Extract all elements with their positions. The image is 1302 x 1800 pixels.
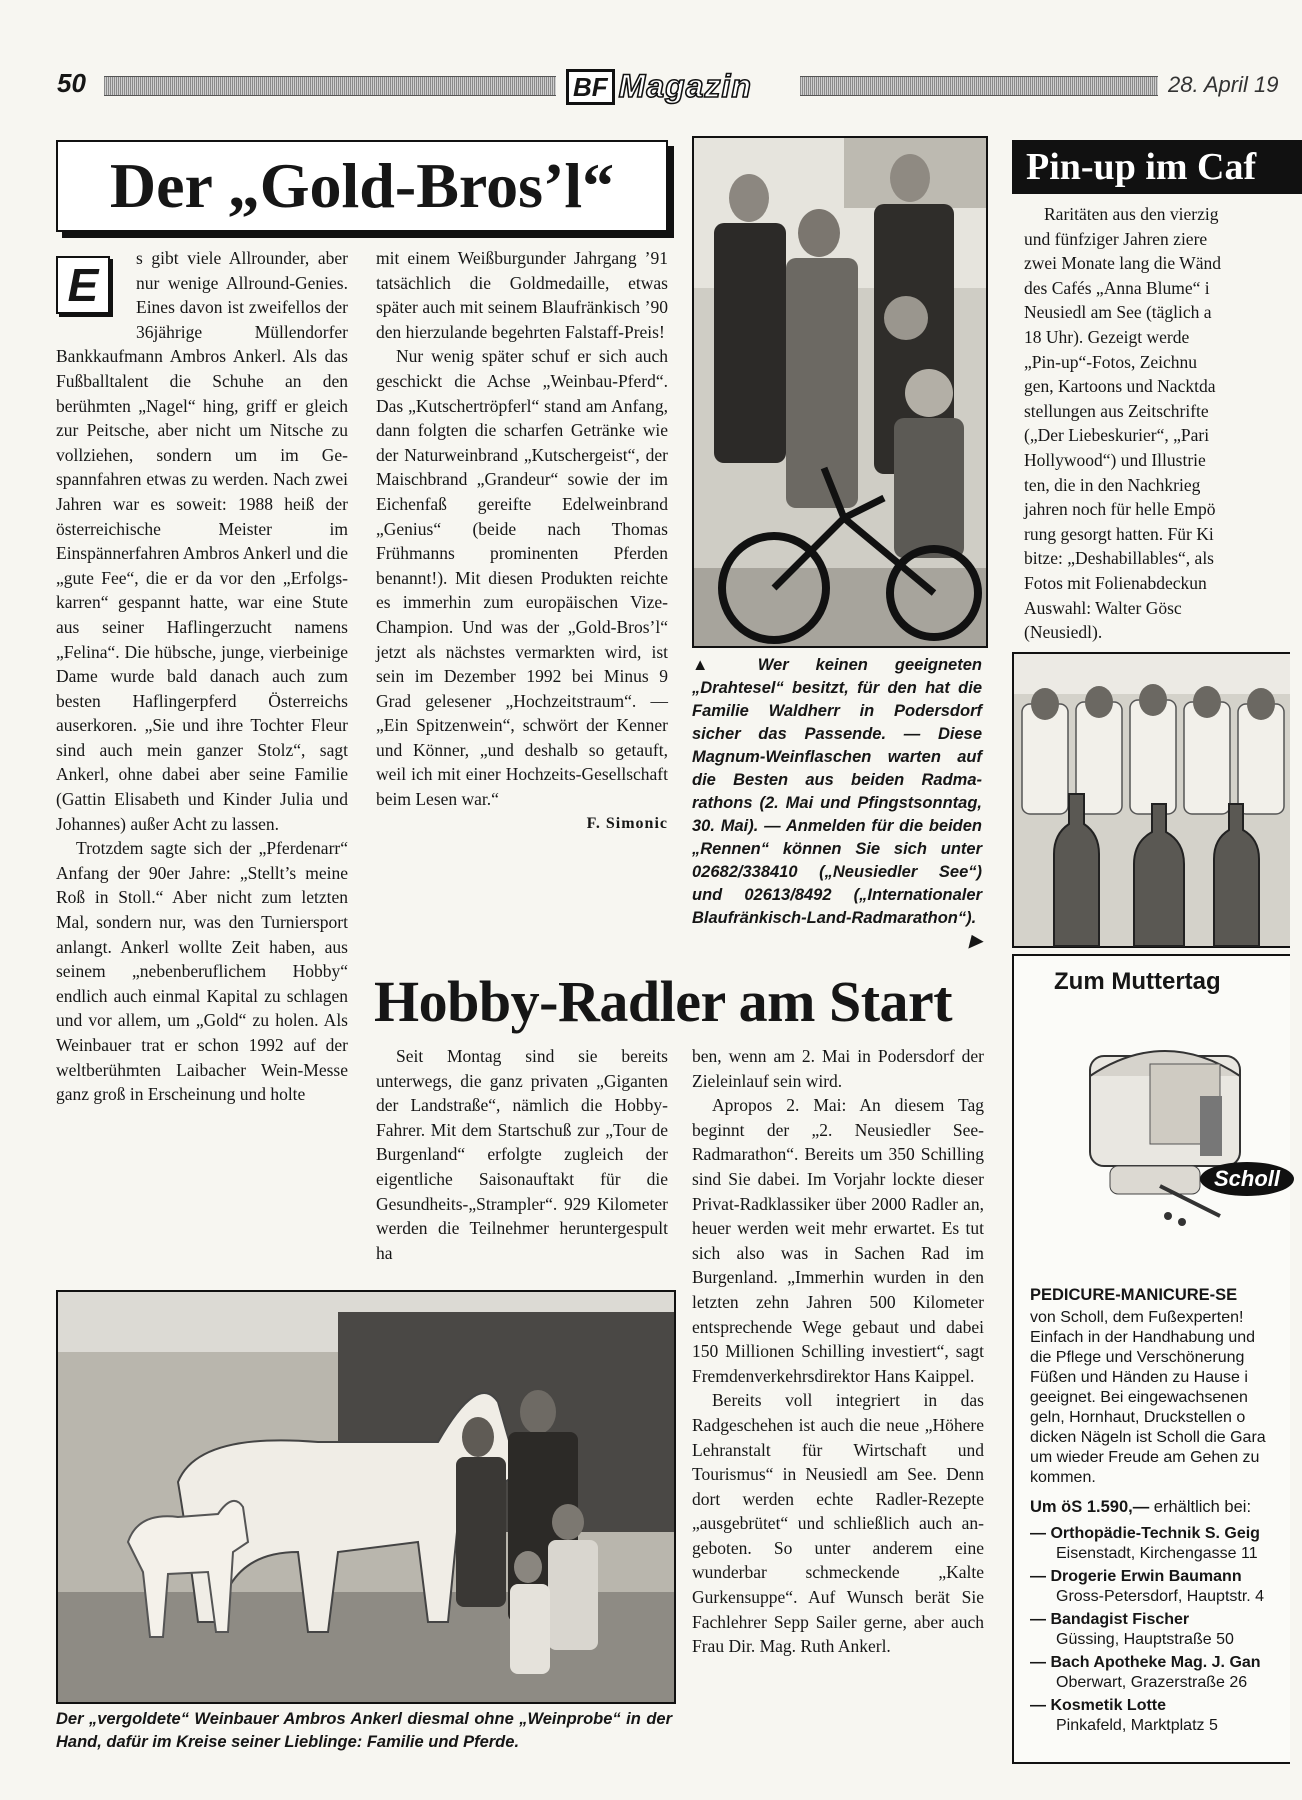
ad-shop-name: — Drogerie Erwin Baumann <box>1030 1568 1242 1585</box>
page-number: 50 <box>57 68 86 98</box>
ad-shop <box>1030 1567 1264 1607</box>
horse-photo-caption: Der „vergoldete“ Weinbauer Ambros Ankerl diesmal ohne „Weinprobe“ in der Hand, dafür im Kreise seiner Lieblinge: Familie und Pferde. <box>56 1710 672 1751</box>
ad-shop-address: Pinkafeld, Marktplatz 5 <box>1056 1717 1218 1734</box>
ad-shop-name: — Bandagist Fischer <box>1030 1611 1190 1628</box>
ad-shop-name: — Orthopädie-Technik S. Geig <box>1030 1525 1260 1542</box>
ad-body-line: von Scholl, dem Fußexperten! <box>1030 1309 1244 1326</box>
pinup-line: Fotos mit Folienabdeckun <box>1024 572 1207 593</box>
ad-price-value: Um öS 1.590,— <box>1030 1498 1150 1516</box>
article1-paragraph: Trotzdem sagte sich der „Pferdenarr“ Anfang der 90er Jahre: „Stellt’s meine Roß in Stoll.“ Aber nicht zum letzten Mal, sondern nur, was den Turniersport anlangt. Ankerl wollte Zeit haben, aus seinem „nebenberuflichem Hobby“ endlich auch einmal Kapital zu schlagen und vor allem, um „Gold“ zu holen. Als Weinbauer trat er schon 1992 auf der weltberühmten Laibacher Wein-Messe ganz groß in Erscheinung und holte <box>56 838 348 1105</box>
ad-body-line: um wieder Freude am Gehen zu <box>1030 1449 1260 1466</box>
ad-shop-address: Eisenstadt, Kirchengasse 11 <box>1056 1545 1258 1562</box>
ad-body-line: kommen. <box>1030 1469 1096 1486</box>
ad-shop <box>1030 1696 1264 1736</box>
ad-body-line: dicken Nägeln ist Scholl die Gara <box>1030 1429 1266 1446</box>
article-headline: Der „Gold-Bros’l“ <box>109 150 615 221</box>
article2-paragraph: Bereits voll integriert in das Radgeschehen ist auch die neue „Höhere Lehranstalt für Wirtschaft und Tourismus“ in Neusiedl am See. Denn dort werden echte Radler-Rezepte „ausgebrütet“ und schließlich auch angeboten. So unter anderem eine wunderbar schmeckende „Kalte Gurkensuppe“. Auf Wunsch berät Sie Fachlehrer Sepp Sailer gerne, aber auch Frau Dir. Mag. Ruth Ankerl. <box>692 1390 984 1657</box>
ad-shop-address: Gross-Petersdorf, Hauptstr. 4 <box>1056 1588 1265 1605</box>
ad-shop-address: Oberwart, Grazerstraße 26 <box>1056 1674 1248 1691</box>
ad-product-name: PEDICURE-MANICURE-SE <box>1030 1286 1238 1304</box>
bike-photo-caption <box>692 654 982 950</box>
scholl-product-image <box>1050 1016 1290 1236</box>
pinup-line: (Neusiedl). <box>1024 622 1103 643</box>
ad-body-line: Einfach in der Handhabung und <box>1030 1329 1256 1346</box>
scholl-logo: Scholl <box>1200 1162 1294 1196</box>
pinup-line: 18 Uhr). Gezeigt werde <box>1024 326 1190 347</box>
pinup-line: bitze: „Deshabillables“, als <box>1024 548 1214 569</box>
article2-column-2 <box>692 1044 984 1744</box>
ad-body-line: die Pflege und Verschönerung <box>1030 1349 1245 1366</box>
ad-shop <box>1030 1653 1264 1693</box>
pinup-line: rung gesorgt hatten. Für Ki <box>1024 523 1214 544</box>
pinup-line: und fünfziger Jahren ziere <box>1024 228 1208 249</box>
ad-body <box>1030 1308 1266 1488</box>
ad-box <box>1012 954 1290 1764</box>
ad-shop <box>1030 1610 1264 1650</box>
bike-caption-text: ▲ Wer keinen geeigneten „Drahtesel“ besitzt, für den hat die Familie Waldherr in Podersdorf sicher das Passende. — Diese Magnum-Weinflaschen warten auf die Besten aus beiden Radmarathons (2. Mai und Pfingstsonntag, 30. Mai). — Anmelden für die beiden „Rennen“ können Sie sich unter 02682/338410 („Neusiedler See“) und 02613/8492 („Internationaler Blaufränkisch-Land-Radmarathon“). <box>692 656 982 927</box>
pinup-line: stellungen aus Zeitschrifte <box>1024 400 1209 421</box>
ad-body-line: geeignet. Bei eingewachsenen <box>1030 1389 1248 1406</box>
pinup-line: gen, Kartoons und Nacktda <box>1024 376 1216 397</box>
ad-body-line: geln, Hornhaut, Druckstellen o <box>1030 1409 1246 1426</box>
pinup-line: Hollywood“) und Illustrie <box>1024 449 1206 470</box>
ad-shop-name: — Bach Apotheke Mag. J. Gan <box>1030 1654 1261 1671</box>
header-rule-right <box>800 76 1158 96</box>
ad-title: Zum Muttertag <box>1054 968 1221 995</box>
pinup-title: Pin-up im Caf <box>1012 140 1302 194</box>
bike-family-photo <box>692 136 988 648</box>
logo-bf: BF <box>566 69 615 105</box>
pinup-line: „Pin-up“-Fotos, Zeichnu <box>1024 351 1198 372</box>
pinup-line: ten, die in den Nachkrieg <box>1024 474 1201 495</box>
article2-column-1 <box>376 1044 668 1290</box>
pinup-line: („Der Liebeskurier“, „Pari <box>1024 425 1210 446</box>
article2-headline: Hobby-Radler am Start <box>374 969 953 1034</box>
header-rule-left <box>104 76 556 96</box>
article1-paragraph: mit einem Weißburgunder Jahrgang ’91 tatsächlich die Goldmedaille, etwas später auch mit seinem Blaufränkisch ’90 den hierzulande begehrten Falstaff-Preis! <box>376 248 668 342</box>
article-author: F. Simonic <box>586 814 668 832</box>
pinup-line: Auswahl: Walter Gösc <box>1024 597 1182 618</box>
ad-price-suffix: erhältlich bei: <box>1149 1498 1252 1516</box>
pinup-line: zwei Monate lang die Wänd <box>1024 253 1221 274</box>
drop-cap: E <box>56 256 110 314</box>
ad-shop <box>1030 1524 1264 1564</box>
article2-paragraph: Seit Montag sind sie bereits unterwegs, die ganz privaten „Giganten der Landstraße“, nämlich die Hobby-Fahrer. Mit dem Startschuß zur „Tour de Burgenland“ erfolgte zugleich der eigentliche Saisonauftakt für die Gesundheits-„Strampler“. 929 Kilometer werden die Teilnehmer heruntergespult ha <box>376 1046 668 1263</box>
continue-arrow-icon: ▶ <box>969 932 982 950</box>
pinup-line: des Cafés „Anna Blume“ i <box>1024 277 1210 298</box>
pinup-line: Raritäten aus den vierzig <box>1044 204 1219 224</box>
pinup-line: Neusiedl am See (täglich a <box>1024 302 1212 323</box>
ad-price <box>1030 1498 1251 1517</box>
article1-column-1 <box>56 246 348 1282</box>
cyclists-bottles-photo <box>1012 652 1290 948</box>
article2-paragraph: Apropos 2. Mai: An diesem Tag beginnt der „2. Neusiedler See-Radmarathon“. Bereits um 350 Schilling sind Sie dabei. Im Vorjahr lockte dieser Privat-Radklassiker über 2000 Radler an, heuer werden weit mehr erwartet. Es tut sich also was in Sachen Rad im Burgenland. „Immerhin wurden in den letzten zehn Jahren 500 Kilometer entsprechende Wege gebaut und dabei 150 Millionen Schilling investiert“, sagt Fremdenverkehrsdirektor Hans Kaippel. <box>692 1095 984 1386</box>
article2-paragraph: ben, wenn am 2. Mai in Podersdorf der Zieleinlauf sein wird. <box>692 1046 984 1091</box>
ad-shop-list <box>1030 1524 1264 1739</box>
article1-paragraph: Nur wenig später schuf er sich auch geschickt die Achse „Weinbau-Pferd“. Das „Kutschertröpferl“ stand am Anfang, dann folgten die scharfen Getränke wie der Naturweinbrand „Kutschergeist“, der Maischbrand „Grandeur“ sowie der im Eichenfaß gereifte Edelweinbrand „Genius“ (beide nach Thomas Frühmanns prominenten Pferden benannt!). Mit diesen Produkten reichte es immerhin zum europäischen Vize-Champion. Und was der „Gold-Bros’l“ jetzt als nächstes vermarkten wird, ist sein im Dezember 1992 bei Minus 9 Grad gelesener „Hochzeitstraum“. — „Ein Spitzenwein“, schwört der Kenner und Könner, „und deshalb so getauft, weil ich mit einer Hochzeits-Gesellschaft beim Lesen war.“ <box>376 346 668 810</box>
logo-magazin: Magazin <box>618 68 752 104</box>
pinup-line: jahren noch für helle Empö <box>1024 499 1216 520</box>
page-date: 28. April 19 <box>1168 72 1279 97</box>
article1-paragraph: s gibt viele Allrounder, aber nur wenige Allround-Genies. Eines davon ist zweifellos der 36jährige Müllendorfer Bankkaufmann Ambros Ankerl. Als das Fußballtalent die Schuhe an den berühmten „Nagel“ hing, griff er gleich zur Peitsche, aber nicht um Nitsche zu vollziehen, sondern um im Gespannfahren etwas zu werden. Nach zwei Jahren war es soweit: 1988 heiß der österreichische Meister im Einspännerfahren Ambros Ankerl und die „gute Fee“, die er da vor den „Erfolgskarren“ gespannt hatte, war eine Stute aus seiner Haflingerzucht namens „Felina“. Die hübsche, junge, vierbeinige Dame wurde bald danach auch zum besten Haflingerpferd Österreichs auserkoren. „Sie und ihre Tochter Fleur sind auch mein ganzer Stolz“, sagt Ankerl, ohne dabei aber seine Familie (Gattin Elisabeth und Kinder Julia und Johannes) außer Acht zu lassen. <box>56 248 348 834</box>
ad-body-line: Füßen und Händen zu Hause i <box>1030 1369 1248 1386</box>
article1-column-2 <box>376 246 668 946</box>
magazine-logo <box>566 68 752 105</box>
pinup-text <box>1024 202 1288 643</box>
ad-shop-address: Güssing, Hauptstraße 50 <box>1056 1631 1234 1648</box>
horse-family-photo <box>56 1290 676 1704</box>
ad-shop-name: — Kosmetik Lotte <box>1030 1697 1167 1714</box>
article-headline-box <box>56 140 668 232</box>
